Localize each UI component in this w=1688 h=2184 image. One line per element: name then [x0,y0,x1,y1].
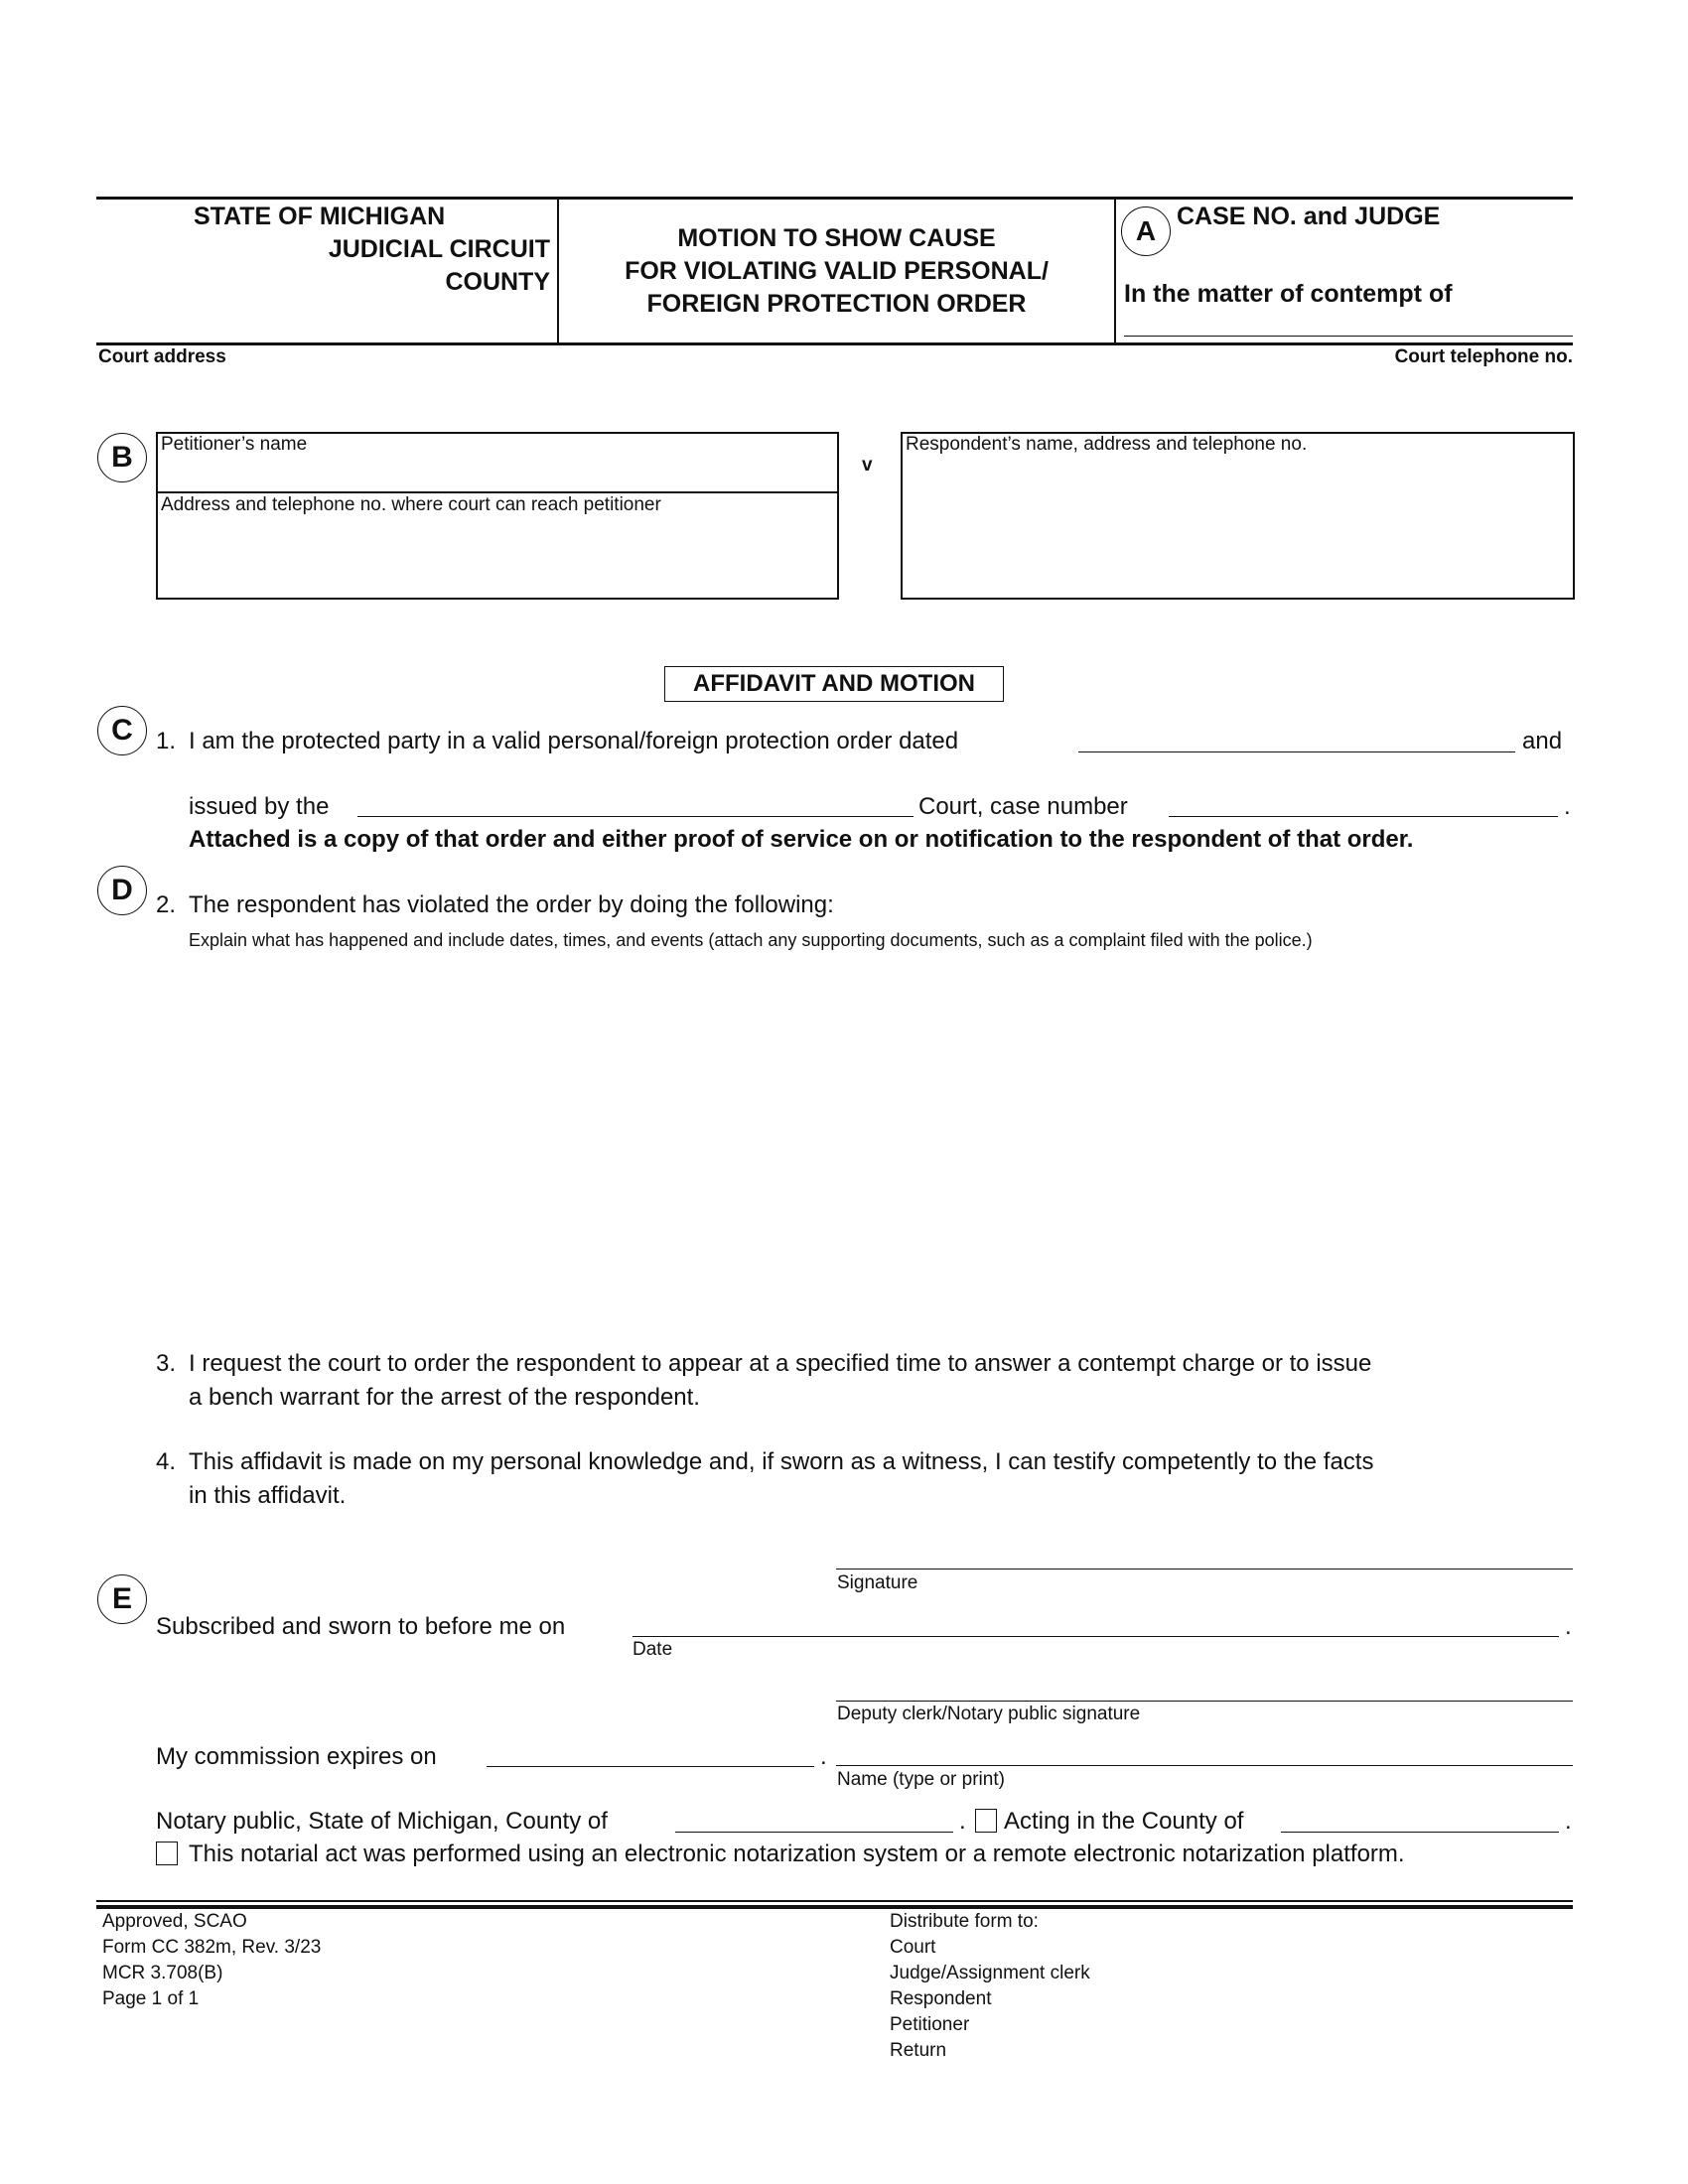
court-telephone-label: Court telephone no. [1394,346,1573,367]
period: . [1565,1613,1572,1640]
commission-date-field[interactable] [487,1766,814,1767]
marker-e: E [97,1574,147,1624]
date-label: Date [633,1639,673,1660]
acting-county-field[interactable] [1281,1832,1559,1833]
attachment-note: Attached is a copy of that order and either proof of service on or notification to the respondent of that order. [189,826,1414,853]
item-3-text: I request the court to order the respondent to appear at a specified time to answer a contempt charge or to issue [189,1350,1372,1377]
distribute-item: Petitioner [890,2014,970,2035]
divider [156,491,839,493]
footer-approved: Approved, SCAO [102,1911,247,1932]
court-case-label: Court, case number [918,793,1128,820]
distribute-label: Distribute form to: [890,1911,1039,1932]
item-number: 1. [156,728,177,754]
electronic-notarization-checkbox[interactable] [156,1842,178,1865]
court-address-label: Court address [98,346,226,367]
matter-label: In the matter of contempt of [1124,280,1453,308]
circuit-label: JUDICIAL CIRCUIT [328,235,550,263]
top-rule [96,197,1573,200]
issued-by-label: issued by the [189,793,330,820]
item-2-instructions: Explain what has happened and include dates, times, and events (attach any supporting documents, such as a complaint filed with the police.) [189,930,1313,950]
petitioner-name-field[interactable]: Petitioner’s name [161,434,308,455]
issuing-court-field[interactable] [357,816,914,817]
signature-field[interactable] [836,1569,1573,1570]
marker-a: A [1121,206,1171,256]
period: . [1564,793,1571,820]
signature-label: Signature [837,1572,918,1593]
item-4-text-cont: in this affidavit. [189,1482,347,1509]
item-number: 2. [156,891,177,918]
form-title-2: FOR VIOLATING VALID PERSONAL/ [625,257,1049,285]
marker-d: D [97,866,147,915]
period: . [959,1808,966,1835]
electronic-notarization-label: This notarial act was performed using an electronic notarization system or a remote electronic notarization platform. [189,1841,1405,1867]
notary-signature-field[interactable] [836,1701,1573,1702]
marker-b: B [97,433,147,482]
petitioner-address-field[interactable]: Address and telephone no. where court can reach petitioner [161,494,661,515]
item-2-text: The respondent has violated the order by doing the following: [189,891,834,918]
subscribed-label: Subscribed and sworn to before me on [156,1613,566,1640]
notary-county-field[interactable] [675,1832,953,1833]
distribute-item: Return [890,2040,947,2061]
versus-label: v [862,455,873,476]
item-1-text: I am the protected party in a valid personal/foreign protection order dated [189,728,959,754]
commission-label: My commission expires on [156,1743,437,1770]
sworn-date-field[interactable] [633,1636,1559,1637]
form-title-3: FOREIGN PROTECTION ORDER [646,290,1027,318]
county-label: COUNTY [445,268,550,296]
footer-rule [96,1900,1573,1902]
acting-county-label: Acting in the County of [1004,1808,1244,1835]
footer-rule-reference: MCR 3.708(B) [102,1963,223,1983]
item-number: 4. [156,1448,177,1475]
item-4-text: This affidavit is made on my personal knowledge and, if sworn as a witness, I can testify competently to the facts [189,1448,1374,1475]
marker-c: C [97,706,147,755]
acting-county-checkbox[interactable] [975,1809,997,1833]
period: . [1565,1808,1572,1835]
matter-field[interactable] [1124,336,1573,337]
section-title: AFFIDAVIT AND MOTION [664,666,1004,702]
case-no-label: CASE NO. and JUDGE [1177,203,1441,230]
case-number-field[interactable] [1169,816,1558,817]
period: . [820,1743,827,1770]
and-label: and [1522,728,1563,754]
violation-description-area[interactable] [189,958,1569,1335]
state-label: STATE OF MICHIGAN [194,203,446,230]
footer-rule [96,1905,1573,1909]
order-date-field[interactable] [1078,751,1515,752]
distribute-item: Judge/Assignment clerk [890,1963,1090,1983]
respondent-field[interactable]: Respondent’s name, address and telephone no. [906,434,1308,455]
notary-name-field[interactable] [836,1765,1573,1766]
item-number: 3. [156,1350,177,1377]
respondent-box [901,432,1575,600]
form-title-1: MOTION TO SHOW CAUSE [677,224,996,252]
notary-name-label: Name (type or print) [837,1769,1005,1790]
item-3-text-cont: a bench warrant for the arrest of the respondent. [189,1384,700,1411]
notary-signature-label: Deputy clerk/Notary public signature [837,1704,1141,1724]
footer-form-number: Form CC 382m, Rev. 3/23 [102,1937,322,1958]
footer-page: Page 1 of 1 [102,1988,200,2009]
distribute-item: Respondent [890,1988,992,2009]
header-bottom-rule [96,342,1573,345]
notary-county-label: Notary public, State of Michigan, County of [156,1808,608,1835]
distribute-item: Court [890,1937,936,1958]
divider [1114,199,1116,343]
